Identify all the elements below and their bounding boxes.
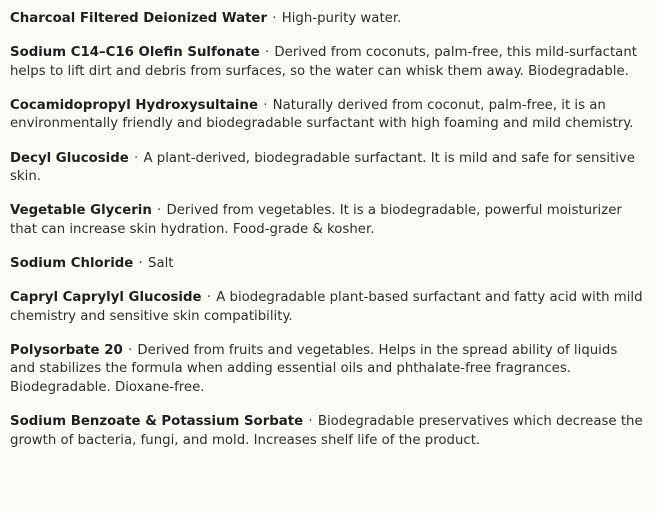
list-item bbox=[10, 342, 645, 397]
list-item bbox=[10, 10, 645, 28]
ingredient-description: A plant-derived, biodegradable surfactant. It is mild and safe for sensitive skin. bbox=[10, 150, 635, 185]
separator: · bbox=[264, 45, 270, 61]
ingredient-name: Sodium Benzoate & Potassium Sorbate bbox=[10, 414, 304, 430]
ingredient-description: Derived from coconuts, palm-free, this mild-surfactant helps to lift dirt and debris from surfaces, so the water can whisk them away. Biodegradable. bbox=[10, 45, 637, 79]
separator: · bbox=[263, 98, 268, 114]
ingredient-name: Polysorbate 20 bbox=[10, 343, 123, 359]
list-item bbox=[10, 150, 645, 187]
list-item bbox=[10, 202, 645, 239]
ingredient-name: Sodium Chloride bbox=[10, 256, 134, 272]
list-item bbox=[10, 289, 645, 326]
separator: · bbox=[127, 343, 133, 359]
separator: · bbox=[157, 203, 162, 219]
ingredient-name: Sodium C14–C16 Olefin Sulfonate bbox=[10, 45, 260, 61]
separator: · bbox=[134, 150, 139, 166]
list-item bbox=[10, 97, 645, 134]
separator: · bbox=[138, 256, 143, 272]
ingredient-description: Biodegradable preservatives which decrease the growth of bacteria, fungi, and mold. Increases shelf life of the product. bbox=[10, 414, 643, 448]
ingredient-description: A biodegradable plant-based surfactant and fatty acid with mild chemistry and sensitive skin compatibility. bbox=[10, 290, 643, 324]
ingredient-name: Vegetable Glycerin bbox=[10, 203, 152, 219]
ingredient-description: High-purity water. bbox=[281, 11, 402, 26]
ingredient-name: Decyl Glucoside bbox=[10, 150, 129, 166]
list-item bbox=[10, 255, 645, 273]
ingredient-name: Capryl Caprylyl Glucoside bbox=[10, 290, 202, 306]
ingredient-description: Derived from vegetables. It is a biodegradable, powerful moisturizer that can increase skin hydration. Food-grade & kosher. bbox=[10, 203, 622, 237]
ingredient-description: Derived from fruits and vegetables. Helps in the spread ability of liquids and stabilizes the formula when adding essential oils and phthalate-free fragrances. Biodegradable. Dioxane-free. bbox=[10, 343, 618, 395]
ingredient-name: Cocamidopropyl Hydroxysultaine bbox=[10, 98, 258, 114]
ingredient-name: Charcoal Filtered Deionized Water bbox=[10, 11, 268, 26]
separator: · bbox=[272, 11, 277, 26]
ingredient-description: Naturally derived from coconut, palm-free, it is an environmentally friendly and biodegradable surfactant with high foaming and mild chemistry. bbox=[10, 98, 634, 132]
ingredient-description: Salt bbox=[148, 256, 174, 272]
list-item bbox=[10, 413, 645, 450]
separator: · bbox=[308, 414, 313, 430]
list-item bbox=[10, 44, 645, 81]
separator: · bbox=[206, 290, 211, 306]
